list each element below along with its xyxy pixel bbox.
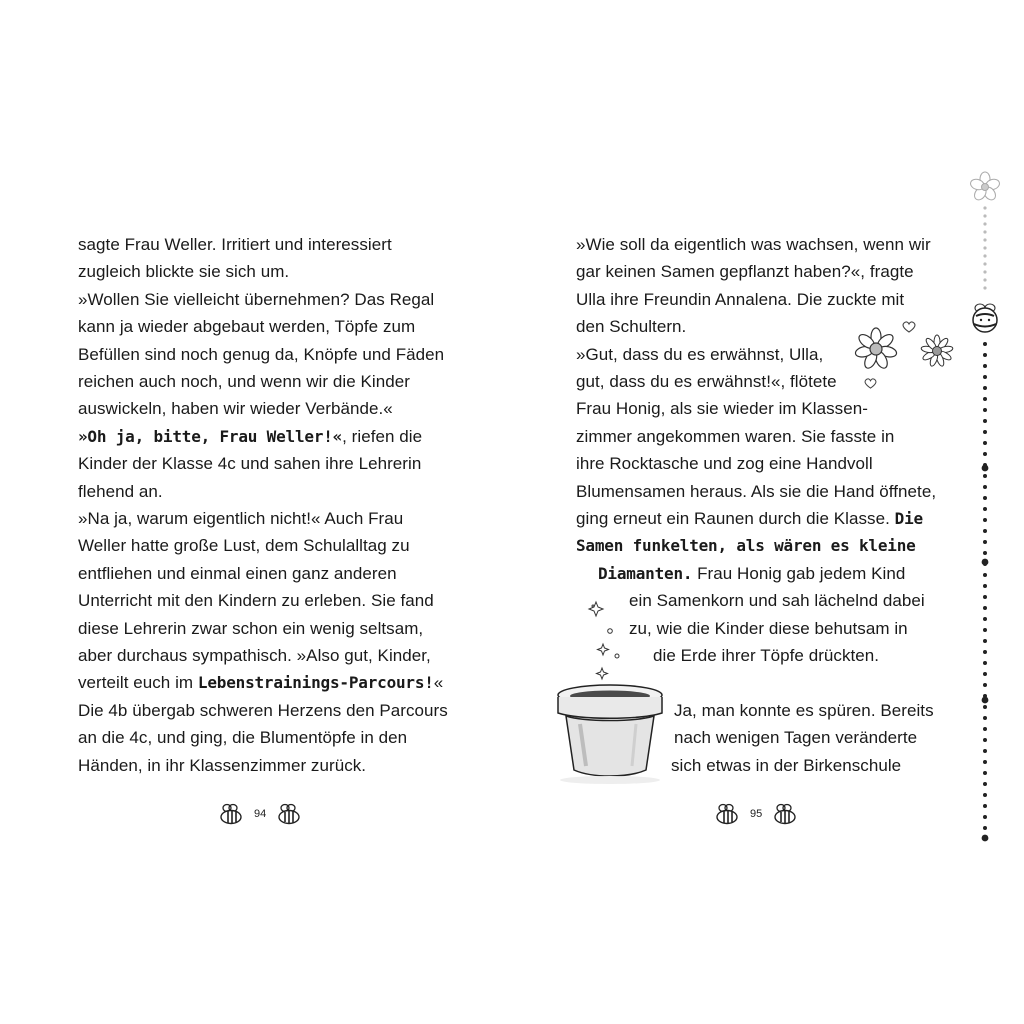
text-segment: Unterricht mit den Kindern zu erleben. Sie fand (78, 591, 434, 611)
dot (983, 672, 987, 676)
heart-icon (864, 378, 877, 389)
dot (983, 270, 986, 273)
dot (983, 246, 986, 249)
text-segment: ein Samenkorn und sah lächelnd dabei (629, 591, 925, 611)
heart-icon (902, 321, 916, 333)
text-line (674, 697, 934, 724)
dot (983, 826, 987, 830)
text-line (78, 286, 434, 313)
text-segment: reichen auch noch, und wenn wir die Kinder (78, 372, 410, 391)
dot (983, 262, 986, 265)
dot (983, 804, 987, 808)
text-line (78, 423, 422, 450)
text-segment: entfliehen und einmal einen ganz anderen (78, 563, 397, 583)
dot (983, 375, 987, 379)
page-number-left: 94 (254, 808, 267, 820)
margin-decoration (964, 168, 1004, 848)
text-line (78, 724, 407, 751)
text-segment: aber durchaus sympathisch. »Also gut, Kinder, (78, 646, 431, 665)
text-line (78, 368, 410, 395)
dot (983, 628, 987, 632)
text-segment: diese Lehrerin zwar schon ein wenig seltsam, (78, 618, 424, 638)
text-line (671, 752, 901, 779)
left-page-footer (218, 802, 302, 826)
text-line (576, 423, 894, 450)
text-segment: Blumensamen heraus. Als sie die Hand öffnete, (576, 481, 937, 501)
dot (983, 760, 987, 764)
dot (983, 342, 987, 346)
dot (983, 518, 987, 522)
dot (983, 782, 987, 786)
emphasized-text: »Oh ja, bitte, Frau Weller!« (78, 426, 343, 446)
dot (983, 364, 987, 368)
sparkle-icon (589, 602, 619, 691)
emphasized-text: Lebenstrainings-Parcours! (197, 673, 434, 693)
text-line (78, 313, 415, 340)
text-segment: Befüllen sind noch genug da, Knöpfe und Fäden (78, 344, 445, 364)
dot (983, 606, 987, 610)
text-segment: zimmer angekommen waren. Sie fasste in (576, 426, 895, 446)
dot (983, 661, 987, 665)
text-line (78, 341, 444, 368)
dot (983, 441, 987, 445)
text-line (78, 642, 431, 669)
dot (983, 254, 986, 257)
text-segment: Frau Honig, als sie wieder im Klassen- (576, 399, 868, 419)
text-line (576, 368, 837, 395)
right-page (512, 0, 1024, 1024)
dot (983, 529, 987, 533)
dot (983, 474, 987, 478)
text-line (78, 587, 434, 614)
text-line (78, 669, 443, 696)
dot (983, 452, 987, 456)
flower-icon (969, 172, 1001, 202)
dot (983, 727, 987, 731)
text-line (576, 258, 914, 285)
dot (983, 540, 987, 544)
page-number-right: 95 (750, 808, 763, 820)
text-line (576, 450, 873, 477)
text-line (78, 505, 403, 532)
dot (983, 551, 987, 555)
text-line (78, 395, 393, 422)
dot (983, 705, 987, 709)
text-line (78, 450, 421, 477)
text-line (78, 697, 448, 724)
dot (983, 286, 986, 289)
daisy-flower-icon (919, 333, 955, 369)
text-segment: auswickeln, haben wir wieder Verbände.« (78, 399, 393, 419)
dot (983, 738, 987, 742)
text-segment: zugleich blickte sie sich um. (78, 262, 290, 282)
daisy-flower-icon (850, 326, 908, 372)
text-segment: sagte Frau Weller. Irritiert und interessiert (78, 235, 392, 254)
text-line (576, 395, 868, 422)
text-line (653, 642, 879, 669)
dot (983, 485, 987, 489)
dot (983, 496, 987, 500)
text-line (576, 532, 916, 559)
text-segment: verteilt euch im (78, 673, 198, 693)
dot (982, 465, 989, 472)
text-segment: gar keinen Samen gepflanzt haben?«, fragte (576, 262, 914, 282)
dot (983, 617, 987, 621)
text-segment: den Schultern. (576, 317, 687, 337)
text-line (576, 231, 931, 258)
dot (983, 278, 986, 281)
dot (983, 595, 987, 599)
emphasized-text: Die (894, 509, 923, 528)
text-segment: ging erneut ein Raunen durch die Klasse. (576, 509, 895, 528)
text-segment: Kinder der Klasse 4c und sahen ihre Lehrerin (78, 454, 422, 474)
dot (983, 815, 987, 819)
dot (983, 507, 987, 511)
emphasized-text: Diamanten. (598, 563, 693, 583)
bee-icon (276, 803, 302, 825)
text-segment: Die 4b übergab schweren Herzens den Parcours (78, 700, 448, 720)
bee-icon (772, 803, 798, 825)
dot (983, 793, 987, 797)
dot (983, 584, 987, 588)
text-line (598, 560, 905, 587)
dot (983, 573, 987, 577)
flower-pot-icon (540, 600, 680, 786)
dot (982, 559, 989, 566)
text-line (576, 313, 686, 340)
emphasized-text: Samen funkelten, als wären es kleine (576, 536, 916, 556)
dot (982, 835, 989, 842)
text-line (576, 505, 923, 532)
text-line (78, 258, 289, 285)
right-page-footer (714, 802, 798, 826)
text-segment: Frau Honig gab jedem Kind (692, 563, 906, 583)
dot (983, 716, 987, 720)
text-segment: gut, dass du es erwähnst!«, flötete (576, 372, 837, 391)
text-segment: die Erde ihrer Töpfe drückten. (653, 646, 880, 665)
dot (983, 430, 987, 434)
dot (983, 397, 987, 401)
text-line (78, 478, 163, 505)
text-segment: Ulla ihre Freundin Annalena. Die zuckte mit (576, 289, 905, 309)
dot (983, 386, 987, 390)
dot (983, 683, 987, 687)
bee-icon (218, 803, 244, 825)
text-segment: kann ja wieder abgebaut werden, Töpfe zum (78, 317, 416, 337)
text-segment: an die 4c, und ging, die Blumentöpfe in den (78, 728, 408, 748)
text-segment: Ja, man konnte es spüren. Bereits (674, 700, 934, 720)
text-segment: »Wollen Sie vielleicht übernehmen? Das Regal (78, 289, 435, 309)
text-line (576, 478, 936, 505)
dot (983, 408, 987, 412)
dot (983, 238, 986, 241)
bee-icon (714, 803, 740, 825)
text-segment: sich etwas in der Birkenschule (671, 755, 902, 775)
dot (983, 639, 987, 643)
text-line (576, 341, 823, 368)
text-segment: flehend an. (78, 481, 163, 501)
text-line (78, 615, 423, 642)
text-segment: Weller hatte große Lust, dem Schulalltag zu (78, 536, 410, 556)
dot (983, 771, 987, 775)
text-line (78, 560, 397, 587)
dot (983, 222, 986, 225)
text-segment: « (433, 673, 444, 693)
text-segment: , riefen die (342, 426, 423, 446)
text-segment: »Wie soll da eigentlich was wachsen, wenn wir (576, 235, 931, 254)
text-segment: nach wenigen Tagen veränderte (674, 728, 918, 748)
text-line (78, 532, 410, 559)
text-line (78, 231, 392, 258)
dot (983, 419, 987, 423)
text-segment: ihre Rocktasche und zog eine Handvoll (576, 454, 873, 474)
text-segment: zu, wie die Kinder diese behutsam in (629, 618, 908, 638)
dot (982, 697, 989, 704)
dot (983, 214, 986, 217)
text-line (576, 286, 904, 313)
text-segment: »Gut, dass du es erwähnst, Ulla, (576, 344, 824, 364)
dot (983, 353, 987, 357)
dot (983, 230, 986, 233)
text-line (78, 752, 366, 779)
dot (983, 650, 987, 654)
bee-icon (973, 304, 997, 332)
text-line (674, 724, 917, 751)
text-segment: »Na ja, warum eigentlich nicht!« Auch Frau (78, 509, 404, 528)
text-segment: Händen, in ihr Klassenzimmer zurück. (78, 755, 367, 775)
dot (983, 749, 987, 753)
dot (983, 206, 986, 209)
